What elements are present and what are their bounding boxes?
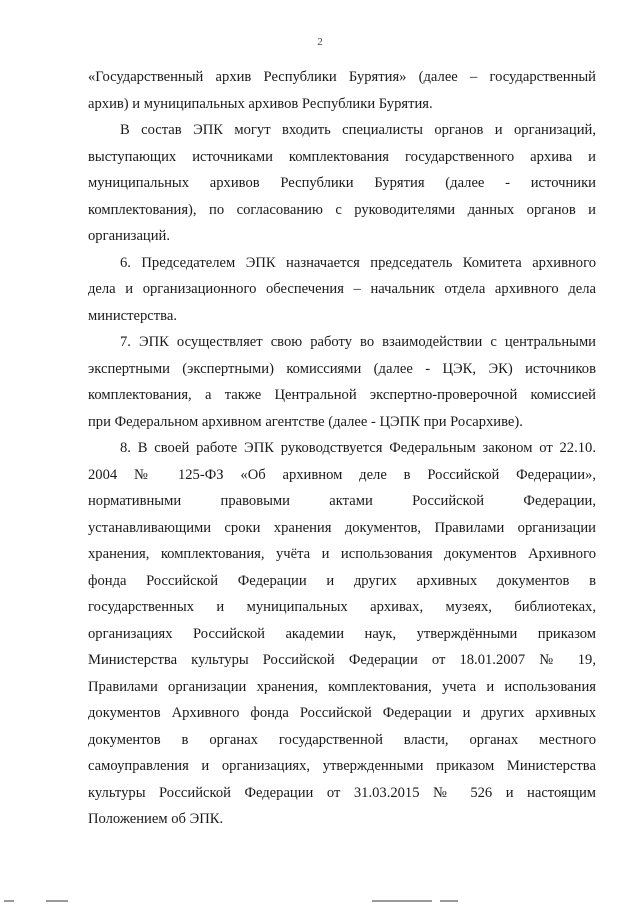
text-line: дела и организационного обеспечения – начальник отдела архивного дела: [88, 281, 596, 297]
paragraph-item-7: [88, 329, 596, 435]
text-line: 7. ЭПК осуществляет свою работу во взаимодействии с центральными: [120, 334, 596, 350]
text-line: Правилами организации хранения, комплектования, учета и использования: [88, 678, 596, 695]
text-line: комплектования), по согласованию с руководителями данных органов и: [88, 201, 596, 218]
paragraph-item-8: [88, 435, 596, 833]
text-line: документов Архивного фонда Российской Федерации и других архивных: [88, 705, 596, 721]
document-body: [88, 64, 596, 833]
text-line: нормативными правовыми актами Российской Федерации,: [88, 493, 596, 509]
paragraph-commission-members: [88, 117, 596, 250]
text-line: фонда Российской Федерации и других архивных документов в: [88, 572, 596, 589]
text-line: «Государственный архив Республики Бурятия» (далее – государственный: [88, 69, 596, 85]
text-line: самоуправления и организациях, утвержденными приказом Министерства: [88, 758, 596, 774]
text-line: 6. Председателем ЭПК назначается председатель Комитета архивного: [120, 254, 596, 271]
text-line: хранения, комплектования, учёта и использования документов Архивного: [88, 546, 596, 562]
text-line: архив) и муниципальных архивов Республики Бурятия.: [88, 95, 433, 112]
text-line: государственных и муниципальных архивах, музеях, библиотеках,: [88, 599, 596, 615]
text-line: культуры Российской Федерации от 31.03.2015 № 526 и настоящим: [88, 784, 596, 801]
text-line: документов в органах государственной власти, органах местного: [88, 731, 596, 748]
scan-mark: [46, 900, 68, 902]
text-line: организациях Российской академии наук, утверждёнными приказом: [88, 625, 596, 642]
text-line: организаций.: [88, 228, 170, 244]
scan-mark: [4, 900, 14, 902]
text-line: выступающих источниками комплектования государственного архива и: [88, 148, 596, 165]
text-line: при Федеральном архивном агентстве (далее - ЦЭПК при Росархиве).: [88, 413, 523, 430]
paragraph-continuation: [88, 64, 596, 117]
scan-mark: [372, 900, 432, 902]
paragraph-item-6: [88, 250, 596, 330]
text-line: Положением об ЭПК.: [88, 811, 224, 827]
scan-artifacts: [0, 896, 640, 902]
text-line: муниципальных архивов Республики Бурятия (далее - источники: [88, 175, 596, 191]
scan-mark: [440, 900, 458, 902]
text-line: комплектования, а также Центральной экспертно-проверочной комиссией: [88, 387, 596, 403]
text-line: Министерства культуры Российской Федерации от 18.01.2007 № 19,: [88, 652, 596, 668]
text-line: 2004 № 125-ФЗ «Об архивном деле в Российской Федерации»,: [88, 466, 596, 483]
text-line: экспертными (экспертными) комиссиями (далее - ЦЭК, ЭК) источников: [88, 360, 596, 377]
text-line: устанавливающими сроки хранения документов, Правилами организации: [88, 519, 596, 536]
text-line: министерства.: [88, 307, 177, 324]
text-line: В состав ЭПК могут входить специалисты органов и организаций,: [120, 122, 596, 138]
page-number: 2: [317, 36, 323, 48]
text-line: 8. В своей работе ЭПК руководствуется Федеральным законом от 22.10.: [120, 440, 596, 456]
